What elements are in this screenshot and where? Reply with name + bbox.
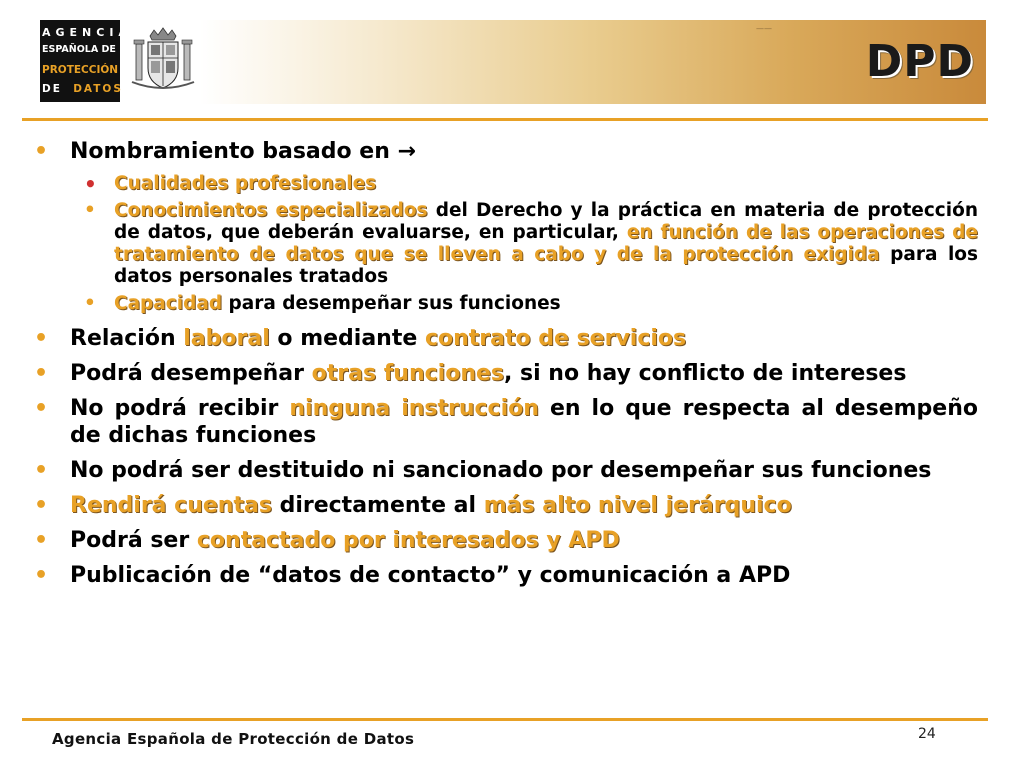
- sub-bullet-dot: •: [84, 172, 97, 196]
- bullet-text: en lo que respecta al desempeño de dichas funciones: [70, 396, 978, 448]
- bullet-dot: •: [34, 458, 49, 483]
- bullet-text: No podrá recibir: [70, 396, 290, 421]
- logo-line-2: ESPAÑOLA DE: [42, 44, 116, 55]
- bullet-publicacion: [30, 562, 978, 589]
- highlight-text: Capacidad: [114, 293, 223, 314]
- highlight-text: más alto nivel jerárquico: [483, 493, 792, 518]
- bullet-text: o mediante: [269, 326, 425, 351]
- sub-bullet-text: para desempeñar sus funciones: [222, 293, 561, 314]
- highlight-text: Conocimientos especializados: [114, 200, 428, 221]
- bullet-destituido: [30, 457, 978, 484]
- bullet-text: , si no hay conflicto de intereses: [504, 361, 907, 386]
- bullet-text: Nombramiento basado en: [70, 139, 398, 164]
- highlight-text: laboral: [183, 326, 270, 351]
- sub-bullet-capacidad: [84, 293, 978, 315]
- page-number: 24: [918, 726, 936, 742]
- highlight-text: otras funciones: [311, 361, 504, 386]
- highlight-text: Rendirá cuentas: [70, 493, 272, 518]
- bullet-relacion: [30, 325, 978, 352]
- logo-line-3: PROTECCIÓN: [42, 64, 119, 76]
- logo-line-4: [42, 83, 123, 95]
- sub-bullet-cualidades: [84, 173, 978, 195]
- slide-title: DPD: [865, 36, 974, 87]
- highlight-text: ninguna instrucción: [289, 396, 539, 421]
- bottom-divider: [22, 718, 988, 721]
- bullet-dot: •: [34, 493, 49, 518]
- sub-bullet-text: para los datos personales tratados: [114, 244, 979, 287]
- banner-mark: ——: [756, 24, 772, 33]
- sub-bullet-conocimientos: [84, 200, 978, 288]
- bullet-dot: •: [34, 361, 49, 386]
- logo-datos: DATOS: [73, 83, 123, 95]
- footer-organization: Agencia Española de Protección de Datos: [52, 730, 415, 748]
- bullet-rendira-cuentas: [30, 492, 978, 519]
- highlight-text: Cualidades profesionales: [114, 173, 377, 194]
- coat-of-arms-icon: [128, 26, 198, 98]
- bullet-text: Podrá ser: [70, 528, 197, 553]
- top-divider: [22, 118, 988, 121]
- slide-content: [30, 138, 978, 597]
- bullet-dot: •: [34, 396, 49, 421]
- bullet-dot: •: [34, 563, 49, 588]
- highlight-text: contactado por interesados y APD: [196, 528, 620, 553]
- bullet-dot: •: [34, 528, 49, 553]
- bullet-otras-funciones: [30, 360, 978, 387]
- sub-bullet-list: [30, 173, 978, 315]
- header-banner: [200, 20, 986, 104]
- bullet-instruccion: [30, 395, 978, 449]
- right-arrow-icon: →: [397, 139, 416, 164]
- bullet-text: directamente al: [271, 493, 484, 518]
- bullet-dot: •: [34, 326, 49, 351]
- bullet-contactado: [30, 527, 978, 554]
- sub-bullet-text: del Derecho y la práctica en materia de protección de datos, que deberán evaluarse, en particular,: [114, 200, 978, 243]
- agency-logo: [40, 20, 132, 102]
- bullet-text: Publicación de “datos de contacto” y comunicación a APD: [70, 563, 791, 588]
- logo-de: DE: [42, 83, 62, 95]
- highlight-text: contrato de servicios: [424, 326, 687, 351]
- slide-header: [40, 20, 986, 104]
- highlight-text: en función de las operaciones de tratamiento de datos que se lleven a cabo y de la protección exigida: [114, 222, 978, 265]
- sub-bullet-dot: •: [84, 293, 96, 314]
- sub-bullet-dot: •: [84, 200, 96, 221]
- bullet-text: No podrá ser destituido ni sancionado por desempeñar sus funciones: [70, 458, 932, 483]
- bullet-text: Relación: [70, 326, 184, 351]
- bullet-nombramiento: [30, 138, 978, 165]
- bullet-text: Podrá desempeñar: [70, 361, 312, 386]
- bullet-dot: •: [34, 139, 49, 164]
- logo-line-1: AGENCIA: [42, 26, 132, 39]
